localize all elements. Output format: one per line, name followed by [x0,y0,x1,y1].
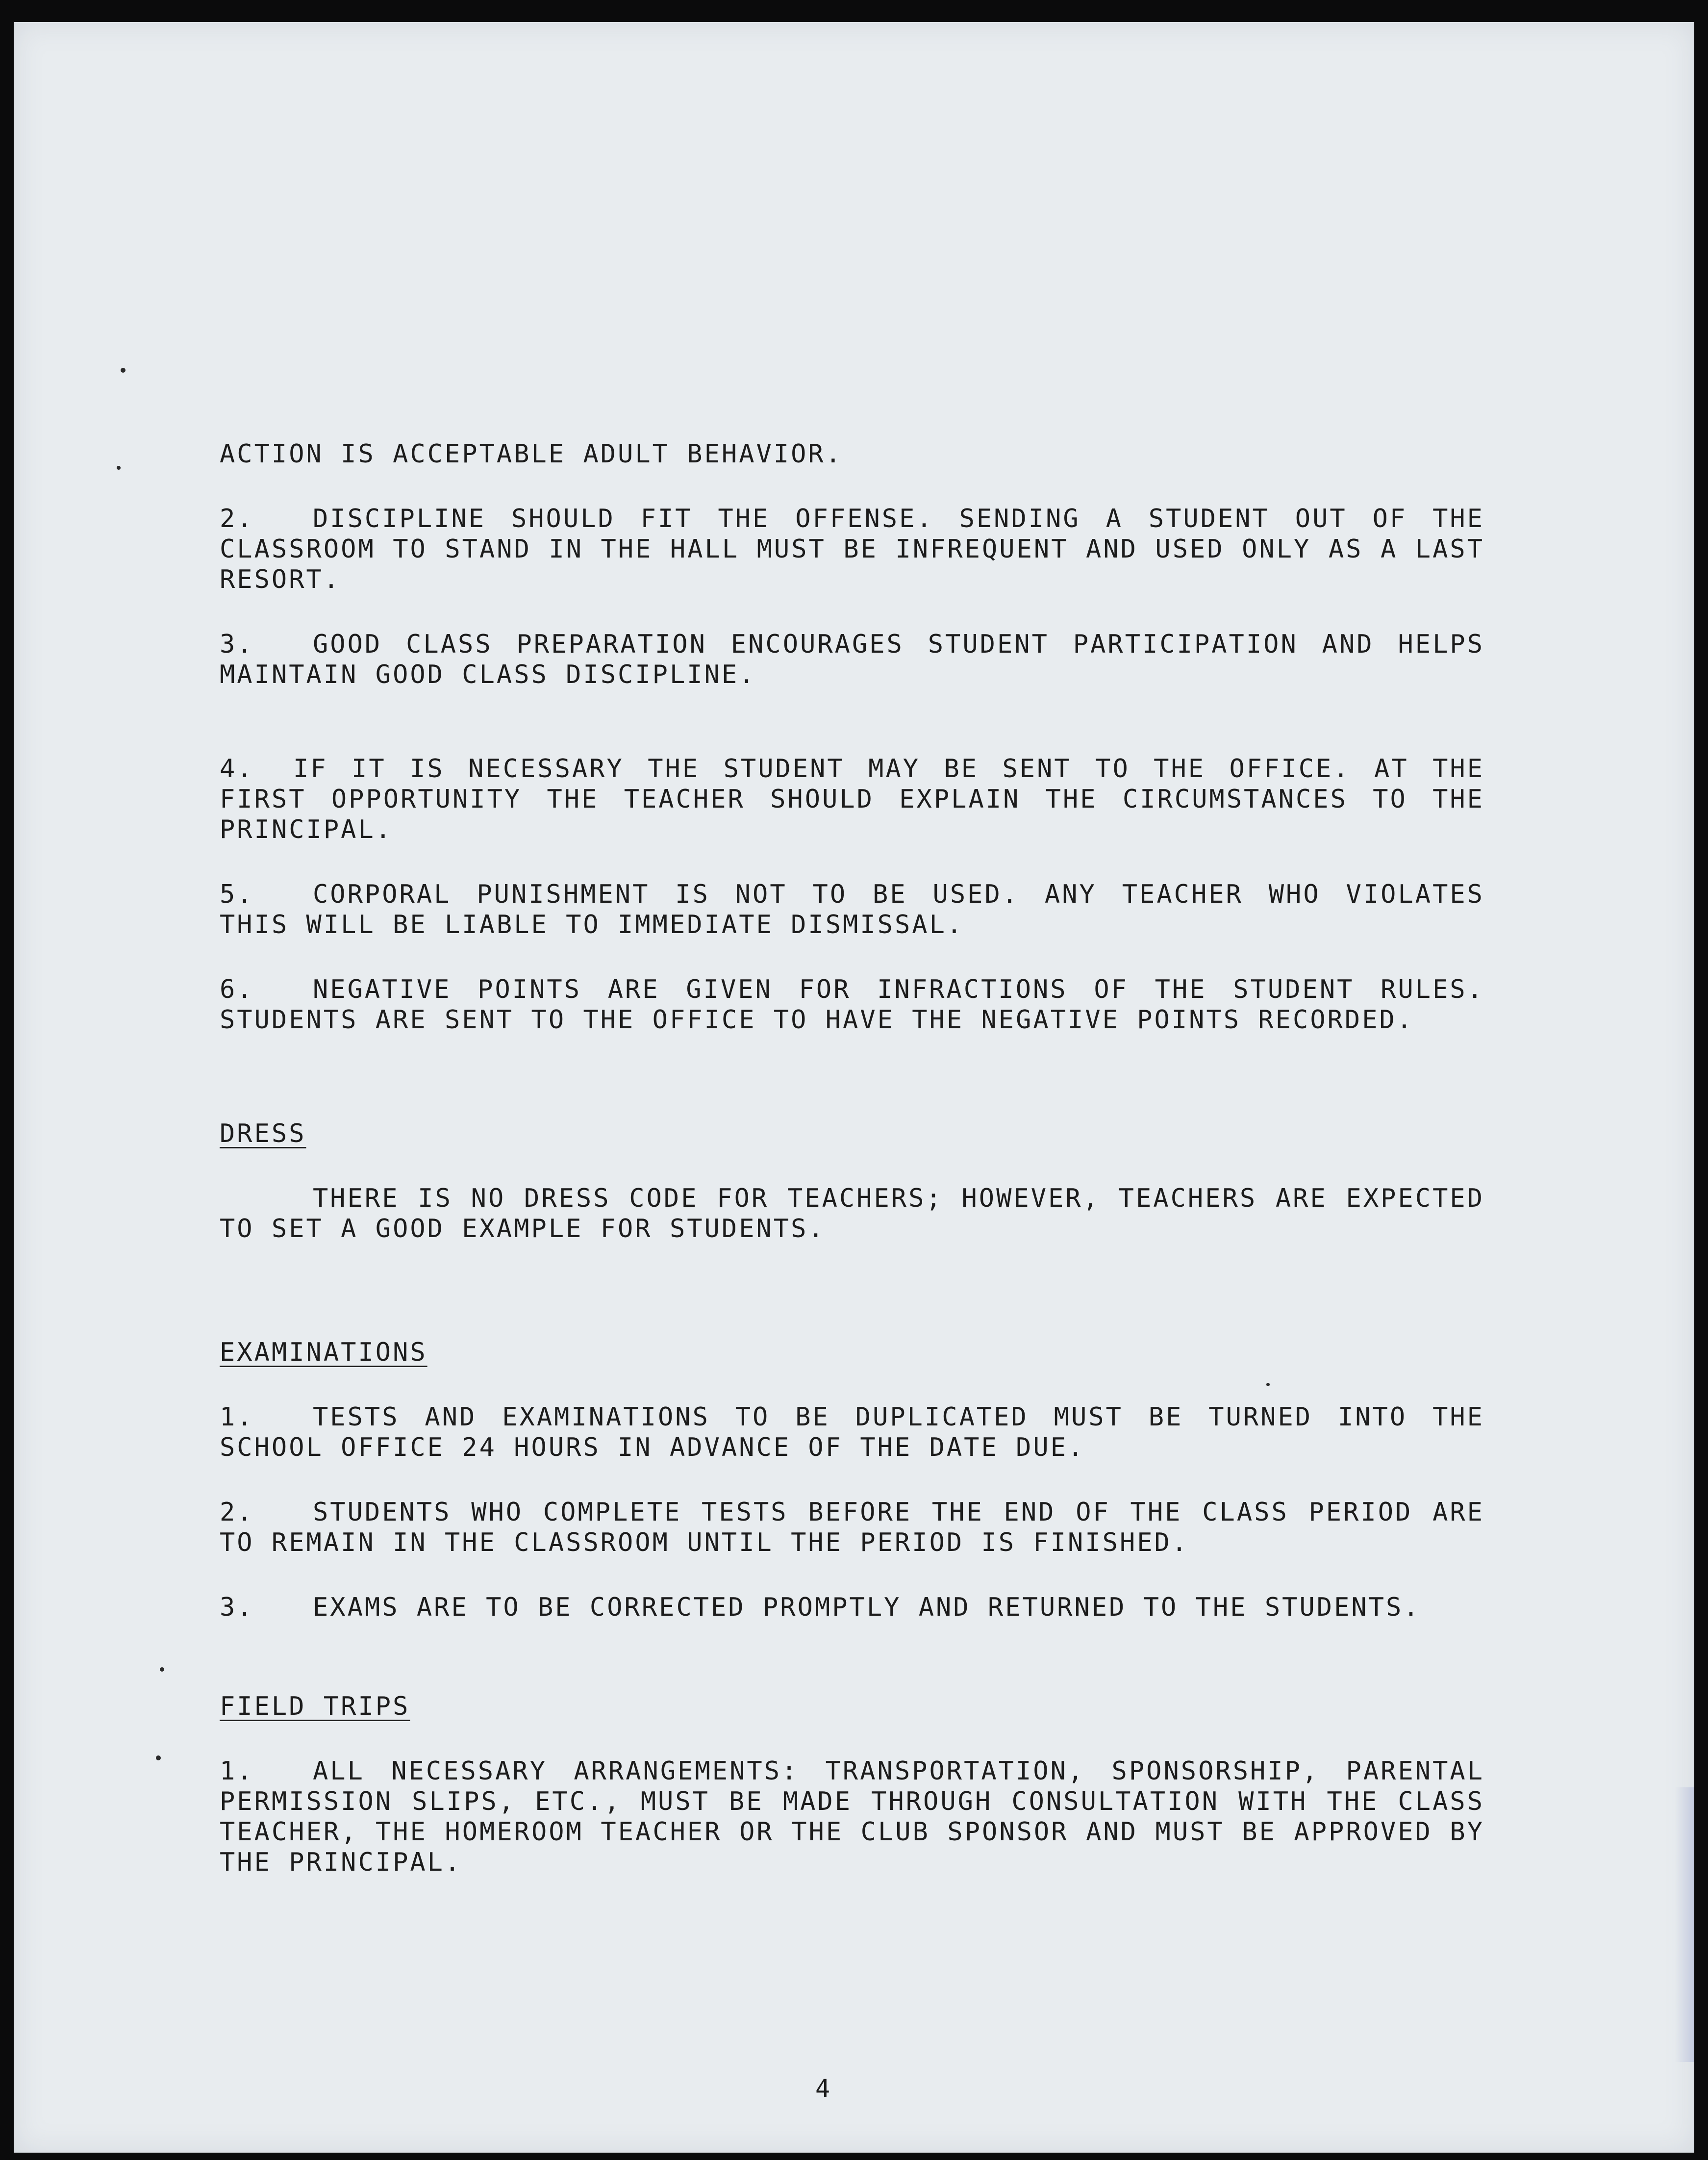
speck-mark [160,1667,164,1672]
item-number: 5. [220,880,254,909]
section-heading-dress: DRESS [220,1119,306,1148]
document-page [14,22,1694,2153]
item-number: 4. [220,754,254,784]
item-number: 1. [220,1402,254,1432]
item-number: 2. [220,1498,254,1527]
speck-mark [156,1755,161,1760]
speck-mark [117,466,121,470]
item-number: 2. [220,504,254,534]
item-text: TESTS AND EXAMINATIONS TO BE DUPLICATED MUST BE TURNED INTO THE SCHOOL OFFICE 24 HOURS IN ADVANCE OF THE DATE DUE. [220,1402,1484,1462]
section-heading-field-trips: FIELD TRIPS [220,1692,410,1721]
discipline-item-6 [220,974,1484,1035]
field-trips-item-1 [220,1756,1484,1878]
discipline-item-4 [220,754,1484,845]
examinations-item-1 [220,1402,1484,1463]
item-number: 3. [220,1593,254,1622]
examinations-item-3 [220,1592,1484,1623]
item-number: 6. [220,975,254,1004]
item-number: 3. [220,630,254,659]
discipline-item-3 [220,629,1484,690]
item-text: EXAMS ARE TO BE CORRECTED PROMPTLY AND RETURNED TO THE STUDENTS. [313,1593,1421,1622]
document-body [220,439,1484,1912]
section-heading-examinations: EXAMINATIONS [220,1338,427,1367]
examinations-item-2 [220,1497,1484,1558]
item-text: STUDENTS WHO COMPLETE TESTS BEFORE THE END OF THE CLASS PERIOD ARE TO REMAIN IN THE CLASSROOM UNTIL THE PERIOD IS FINISHED. [220,1498,1484,1557]
item-text: CORPORAL PUNISHMENT IS NOT TO BE USED. ANY TEACHER WHO VIOLATES THIS WILL BE LIABLE TO IMMEDIATE DISMISSAL. [220,880,1484,940]
paragraph-continuation [220,439,1484,469]
page-number: 4 [815,2074,830,2103]
discipline-item-5 [220,879,1484,940]
item-text: ALL NECESSARY ARRANGEMENTS: TRANSPORTATION, SPONSORSHIP, PARENTAL PERMISSION SLIPS, ETC., MUST BE MADE THROUGH CONSULTATION WITH THE CLASS TEACHER, THE HOMEROOM TEACHER OR THE CLUB SPONSOR AND MUST BE APPROVED BY THE PRINCIPAL. [220,1756,1484,1877]
discipline-item-2 [220,504,1484,595]
speck-mark [121,368,126,373]
item-text: GOOD CLASS PREPARATION ENCOURAGES STUDENT PARTICIPATION AND HELPS MAINTAIN GOOD CLASS DISCIPLINE. [220,630,1484,689]
item-number: 1. [220,1756,254,1786]
item-text: DISCIPLINE SHOULD FIT THE OFFENSE. SENDING A STUDENT OUT OF THE CLASSROOM TO STAND IN THE HALL MUST BE INFREQUENT AND USED ONLY AS A LAST RESORT. [220,504,1484,594]
paragraph-text: ACTION IS ACCEPTABLE ADULT BEHAVIOR. [220,439,843,469]
item-text: IF IT IS NECESSARY THE STUDENT MAY BE SENT TO THE OFFICE. AT THE FIRST OPPORTUNITY THE TEACHER SHOULD EXPLAIN THE CIRCUMSTANCES TO THE PRINCIPAL. [220,754,1484,844]
dress-text: THERE IS NO DRESS CODE FOR TEACHERS; HOWEVER, TEACHERS ARE EXPECTED TO SET A GOOD EXAMPLE FOR STUDENTS. [220,1184,1484,1244]
item-text: NEGATIVE POINTS ARE GIVEN FOR INFRACTIONS OF THE STUDENT RULES. STUDENTS ARE SENT TO THE OFFICE TO HAVE THE NEGATIVE POINTS RECORDED. [220,975,1484,1035]
dress-paragraph [220,1183,1484,1244]
